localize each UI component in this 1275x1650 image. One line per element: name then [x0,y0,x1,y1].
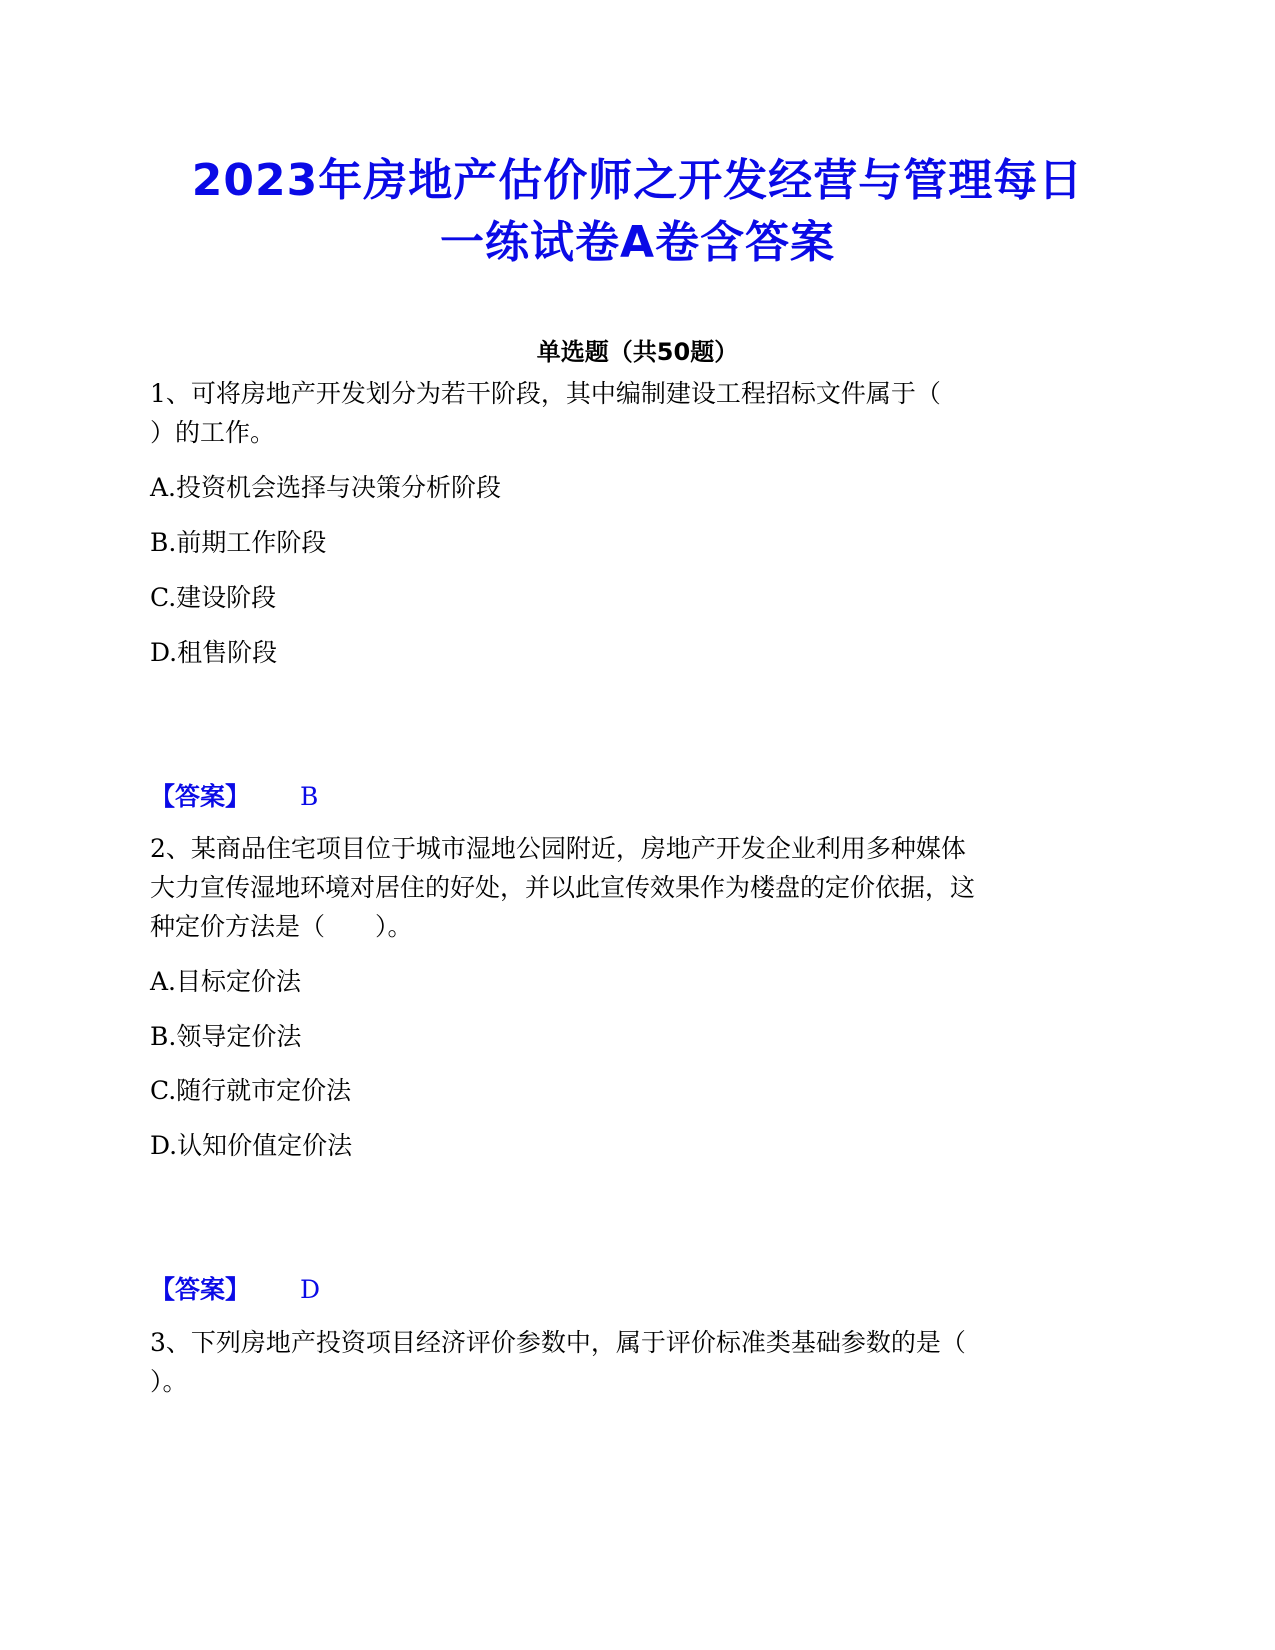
question-2-line-3: 种定价方法是（ ）。 [150,912,413,941]
question-2-answer [150,1270,320,1310]
answer-value: D [300,1275,321,1304]
question-2-option-b: B.领导定价法 [150,1022,302,1051]
question-1-line-1: 1、可将房地产开发划分为若干阶段，其中编制建设工程招标文件属于（ [150,379,941,408]
question-3-line-2: ）。 [150,1367,188,1396]
question-2-option-c: C.随行就市定价法 [150,1076,352,1105]
question-1-answer [150,777,318,817]
question-1-option-b: B.前期工作阶段 [150,528,327,557]
question-1-option-d: D.租售阶段 [150,638,278,667]
question-1-option-a: A.投资机会选择与决策分析阶段 [150,473,502,502]
question-1-line-2: ）的工作。 [150,418,276,447]
question-2-line-1: 2、某商品住宅项目位于城市湿地公园附近，房地产开发企业利用多种媒体 [150,834,966,863]
question-2-option-d: D.认知价值定价法 [150,1131,353,1160]
document-title [100,150,1175,274]
section-heading: 单选题（共50题） [536,338,739,366]
question-2-option-a: A.目标定价法 [150,967,302,996]
answer-value: B [300,782,319,811]
question-3-line-1: 3、下列房地产投资项目经济评价参数中，属于评价标准类基础参数的是（ [150,1328,966,1357]
answer-label: 【答案】 [150,782,251,811]
answer-label: 【答案】 [150,1275,251,1304]
question-1-option-c: C.建设阶段 [150,583,277,612]
title-line-1: 2023年房地产估价师之开发经营与管理每日 [191,155,1084,206]
question-2-line-2: 大力宣传湿地环境对居住的好处，并以此宣传效果作为楼盘的定价依据，这 [150,873,976,902]
title-line-2: 一练试卷A卷含答案 [439,217,836,268]
